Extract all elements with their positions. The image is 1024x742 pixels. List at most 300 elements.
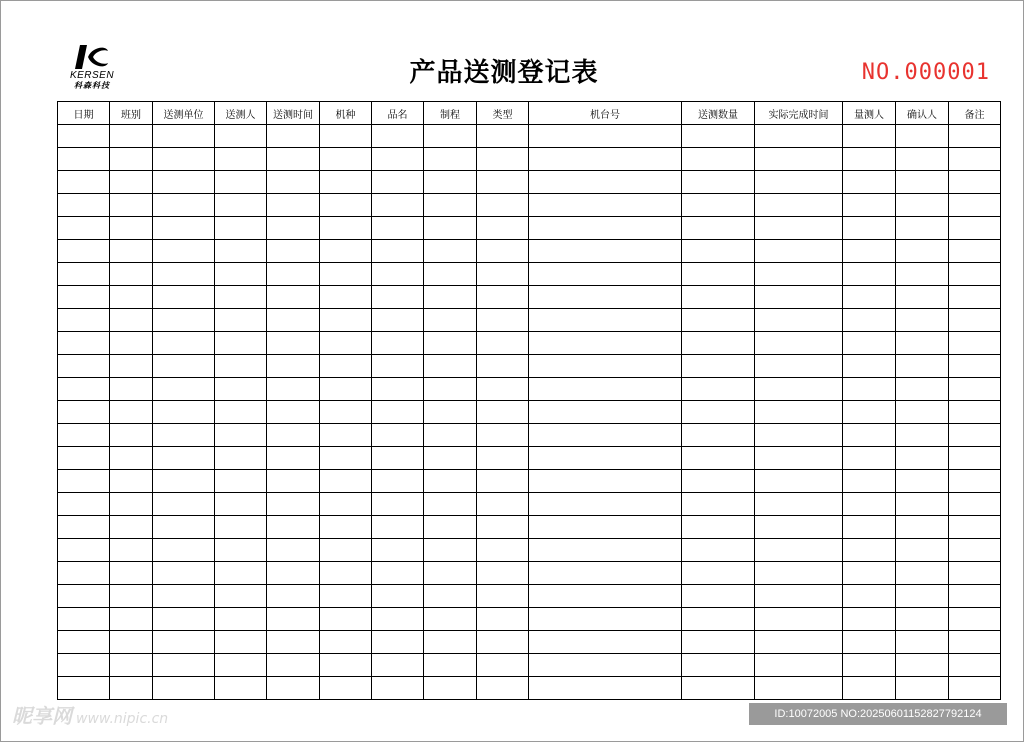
table-cell xyxy=(424,125,477,148)
table-cell xyxy=(320,516,372,539)
column-header: 送测时间 xyxy=(267,102,320,125)
table-cell xyxy=(529,286,682,309)
table-cell xyxy=(372,424,424,447)
column-header: 日期 xyxy=(58,102,110,125)
table-cell xyxy=(529,516,682,539)
table-cell xyxy=(58,631,110,654)
table-cell xyxy=(424,240,477,263)
table-cell xyxy=(424,654,477,677)
table-cell xyxy=(949,401,1001,424)
table-cell xyxy=(682,470,755,493)
table-row xyxy=(58,217,1001,240)
table-cell xyxy=(896,332,949,355)
table-cell xyxy=(896,654,949,677)
table-cell xyxy=(153,401,215,424)
table-cell xyxy=(58,677,110,700)
table-row xyxy=(58,424,1001,447)
table-cell xyxy=(58,125,110,148)
table-cell xyxy=(424,286,477,309)
table-cell xyxy=(949,378,1001,401)
table-cell xyxy=(58,194,110,217)
table-cell xyxy=(843,470,896,493)
table-cell xyxy=(682,332,755,355)
table-cell xyxy=(755,217,843,240)
table-cell xyxy=(372,125,424,148)
table-cell xyxy=(153,332,215,355)
table-cell xyxy=(477,654,529,677)
table-cell xyxy=(372,286,424,309)
table-cell xyxy=(896,631,949,654)
table-cell xyxy=(755,654,843,677)
table-cell xyxy=(682,401,755,424)
table-row xyxy=(58,631,1001,654)
table-cell xyxy=(949,217,1001,240)
table-cell xyxy=(949,447,1001,470)
table-cell xyxy=(949,309,1001,332)
table-cell xyxy=(424,516,477,539)
table-cell xyxy=(682,355,755,378)
table-cell xyxy=(896,608,949,631)
table-cell xyxy=(755,332,843,355)
table-cell xyxy=(424,378,477,401)
table-cell xyxy=(267,217,320,240)
table-cell xyxy=(215,125,267,148)
table-cell xyxy=(58,447,110,470)
table-cell xyxy=(843,654,896,677)
table-cell xyxy=(843,332,896,355)
table-cell xyxy=(58,286,110,309)
table-cell xyxy=(372,631,424,654)
table-cell xyxy=(372,654,424,677)
table-cell xyxy=(424,585,477,608)
table-cell xyxy=(110,355,153,378)
table-cell xyxy=(424,470,477,493)
table-cell xyxy=(843,631,896,654)
table-cell xyxy=(110,470,153,493)
table-cell xyxy=(949,585,1001,608)
watermark-site xyxy=(12,700,168,729)
table-cell xyxy=(58,401,110,424)
table-cell xyxy=(153,470,215,493)
table-cell xyxy=(755,194,843,217)
table-cell xyxy=(896,309,949,332)
table-cell xyxy=(949,332,1001,355)
register-table xyxy=(57,101,1001,700)
table-cell xyxy=(477,171,529,194)
table-cell xyxy=(424,217,477,240)
table-cell xyxy=(215,562,267,585)
watermark-id: ID:10072005 NO:20250601152827792124 xyxy=(749,703,1007,725)
table-cell xyxy=(110,539,153,562)
table-cell xyxy=(153,148,215,171)
table-cell xyxy=(320,217,372,240)
table-cell xyxy=(215,401,267,424)
table-cell xyxy=(682,217,755,240)
table-cell xyxy=(110,332,153,355)
table-cell xyxy=(110,493,153,516)
table-cell xyxy=(58,585,110,608)
table-cell xyxy=(477,194,529,217)
table-cell xyxy=(755,263,843,286)
table-cell xyxy=(267,286,320,309)
table-cell xyxy=(843,263,896,286)
table-cell xyxy=(755,470,843,493)
table-row xyxy=(58,470,1001,493)
table-cell xyxy=(843,378,896,401)
table-cell xyxy=(529,447,682,470)
table-row xyxy=(58,447,1001,470)
table-cell xyxy=(320,355,372,378)
table-cell xyxy=(682,286,755,309)
table-cell xyxy=(267,654,320,677)
table-cell xyxy=(477,378,529,401)
table-cell xyxy=(477,263,529,286)
table-cell xyxy=(682,447,755,470)
table-cell xyxy=(58,171,110,194)
table-cell xyxy=(424,608,477,631)
table-cell xyxy=(110,286,153,309)
table-cell xyxy=(477,447,529,470)
watermark-site-name: 昵享网 xyxy=(12,704,72,728)
table-cell xyxy=(267,470,320,493)
table-cell xyxy=(949,263,1001,286)
column-header: 制程 xyxy=(424,102,477,125)
table-cell xyxy=(372,493,424,516)
table-cell xyxy=(320,378,372,401)
table-cell xyxy=(424,263,477,286)
table-cell xyxy=(372,585,424,608)
table-cell xyxy=(949,608,1001,631)
table-cell xyxy=(755,401,843,424)
table-cell xyxy=(755,516,843,539)
table-cell xyxy=(755,631,843,654)
table-cell xyxy=(424,677,477,700)
table-cell xyxy=(529,608,682,631)
table-cell xyxy=(682,424,755,447)
table-cell xyxy=(58,516,110,539)
table-cell xyxy=(424,631,477,654)
table-cell xyxy=(372,470,424,493)
table-cell xyxy=(215,263,267,286)
table-cell xyxy=(110,654,153,677)
table-cell xyxy=(843,401,896,424)
table-cell xyxy=(424,148,477,171)
table-cell xyxy=(949,631,1001,654)
table-cell xyxy=(58,493,110,516)
table-cell xyxy=(110,585,153,608)
table-cell xyxy=(529,631,682,654)
table-cell xyxy=(320,401,372,424)
column-header: 班别 xyxy=(110,102,153,125)
table-cell xyxy=(320,263,372,286)
table-cell xyxy=(58,424,110,447)
table-cell xyxy=(372,447,424,470)
table-cell xyxy=(477,493,529,516)
table-cell xyxy=(215,493,267,516)
table-cell xyxy=(153,631,215,654)
table-cell xyxy=(320,171,372,194)
table-cell xyxy=(58,654,110,677)
table-cell xyxy=(529,125,682,148)
serial-number: NO.000001 xyxy=(861,60,990,85)
table-cell xyxy=(682,240,755,263)
table-cell xyxy=(215,677,267,700)
table-cell xyxy=(267,516,320,539)
table-cell xyxy=(843,217,896,240)
table-cell xyxy=(424,447,477,470)
table-cell xyxy=(529,378,682,401)
table-cell xyxy=(529,401,682,424)
table-cell xyxy=(215,631,267,654)
table-cell xyxy=(843,447,896,470)
table-cell xyxy=(949,516,1001,539)
table-cell xyxy=(110,562,153,585)
table-cell xyxy=(477,240,529,263)
table-cell xyxy=(153,355,215,378)
table-cell xyxy=(267,355,320,378)
table-cell xyxy=(110,148,153,171)
table-cell xyxy=(372,309,424,332)
table-cell xyxy=(755,447,843,470)
table-cell xyxy=(372,148,424,171)
table-cell xyxy=(896,194,949,217)
table-cell xyxy=(682,263,755,286)
watermark-url: www.nipic.cn xyxy=(76,711,169,727)
table-cell xyxy=(267,447,320,470)
table-cell xyxy=(949,171,1001,194)
table-cell xyxy=(320,470,372,493)
table-cell xyxy=(424,332,477,355)
table-cell xyxy=(372,401,424,424)
table-cell xyxy=(320,309,372,332)
table-cell xyxy=(477,332,529,355)
table-cell xyxy=(896,401,949,424)
table-cell xyxy=(372,378,424,401)
table-cell xyxy=(267,332,320,355)
table-cell xyxy=(320,539,372,562)
table-cell xyxy=(896,447,949,470)
table-cell xyxy=(424,401,477,424)
table-cell xyxy=(153,539,215,562)
table-cell xyxy=(215,171,267,194)
table-cell xyxy=(215,217,267,240)
table-cell xyxy=(529,493,682,516)
table-row xyxy=(58,539,1001,562)
table-cell xyxy=(896,171,949,194)
table-cell xyxy=(320,631,372,654)
table-body xyxy=(58,125,1001,700)
table-row xyxy=(58,654,1001,677)
table-cell xyxy=(529,217,682,240)
column-header: 确认人 xyxy=(896,102,949,125)
page-title: 产品送测登记表 xyxy=(409,58,599,88)
table-row xyxy=(58,263,1001,286)
table-cell xyxy=(320,332,372,355)
table-cell xyxy=(424,562,477,585)
table-cell xyxy=(153,125,215,148)
table-cell xyxy=(153,309,215,332)
table-cell xyxy=(529,677,682,700)
table-cell xyxy=(153,424,215,447)
table-cell xyxy=(949,240,1001,263)
table-cell xyxy=(896,424,949,447)
table-cell xyxy=(477,562,529,585)
table-cell xyxy=(58,378,110,401)
table-cell xyxy=(896,355,949,378)
table-cell xyxy=(215,608,267,631)
table-cell xyxy=(372,355,424,378)
column-header: 类型 xyxy=(477,102,529,125)
table-cell xyxy=(215,424,267,447)
table-cell xyxy=(949,562,1001,585)
table-cell xyxy=(896,585,949,608)
table-cell xyxy=(320,654,372,677)
table-cell xyxy=(843,148,896,171)
table-cell xyxy=(215,539,267,562)
table-cell xyxy=(215,194,267,217)
table-cell xyxy=(755,562,843,585)
table-cell xyxy=(682,654,755,677)
table-cell xyxy=(896,378,949,401)
table-cell xyxy=(267,631,320,654)
table-row xyxy=(58,585,1001,608)
table-cell xyxy=(755,539,843,562)
table-cell xyxy=(843,424,896,447)
table-cell xyxy=(110,631,153,654)
table-cell xyxy=(372,677,424,700)
table-row xyxy=(58,240,1001,263)
table-cell xyxy=(372,332,424,355)
table-cell xyxy=(215,654,267,677)
table-cell xyxy=(153,654,215,677)
table-cell xyxy=(477,677,529,700)
table-cell xyxy=(110,608,153,631)
table-cell xyxy=(58,562,110,585)
table-cell xyxy=(58,539,110,562)
table-cell xyxy=(215,355,267,378)
table-cell xyxy=(320,493,372,516)
table-cell xyxy=(896,286,949,309)
table-cell xyxy=(755,125,843,148)
table-cell xyxy=(755,424,843,447)
table-cell xyxy=(372,217,424,240)
table-cell xyxy=(755,309,843,332)
table-cell xyxy=(682,608,755,631)
table-cell xyxy=(529,309,682,332)
table-cell xyxy=(110,125,153,148)
table-cell xyxy=(529,654,682,677)
table-cell xyxy=(215,470,267,493)
table-cell xyxy=(267,240,320,263)
table-cell xyxy=(110,677,153,700)
table-row xyxy=(58,677,1001,700)
table-cell xyxy=(949,286,1001,309)
table-cell xyxy=(424,171,477,194)
table-cell xyxy=(215,240,267,263)
table-cell xyxy=(529,148,682,171)
table-cell xyxy=(267,401,320,424)
table-cell xyxy=(477,217,529,240)
table-cell xyxy=(320,447,372,470)
table-cell xyxy=(896,562,949,585)
table-cell xyxy=(58,470,110,493)
table-cell xyxy=(896,493,949,516)
table-cell xyxy=(153,677,215,700)
table-cell xyxy=(477,355,529,378)
table-cell xyxy=(215,332,267,355)
table-row xyxy=(58,309,1001,332)
table-cell xyxy=(529,424,682,447)
table-cell xyxy=(529,263,682,286)
table-cell xyxy=(267,608,320,631)
table-cell xyxy=(529,470,682,493)
table-cell xyxy=(477,401,529,424)
column-header: 送测数量 xyxy=(682,102,755,125)
table-cell xyxy=(843,309,896,332)
table-cell xyxy=(267,562,320,585)
table-cell xyxy=(755,240,843,263)
table-cell xyxy=(529,585,682,608)
table-cell xyxy=(153,562,215,585)
table-cell xyxy=(949,194,1001,217)
table-cell xyxy=(843,677,896,700)
table-cell xyxy=(843,562,896,585)
table-cell xyxy=(682,585,755,608)
table-cell xyxy=(153,286,215,309)
table-cell xyxy=(58,332,110,355)
table-cell xyxy=(843,608,896,631)
table-cell xyxy=(949,125,1001,148)
table-cell xyxy=(682,562,755,585)
table-row xyxy=(58,194,1001,217)
table-cell xyxy=(215,447,267,470)
table-cell xyxy=(372,608,424,631)
table-cell xyxy=(843,516,896,539)
table-cell xyxy=(320,585,372,608)
table-cell xyxy=(320,125,372,148)
table-cell xyxy=(949,148,1001,171)
table-cell xyxy=(320,608,372,631)
table-cell xyxy=(372,240,424,263)
table-cell xyxy=(424,493,477,516)
table-cell xyxy=(372,171,424,194)
table-cell xyxy=(58,263,110,286)
table-cell xyxy=(215,286,267,309)
table-cell xyxy=(477,539,529,562)
table-cell xyxy=(424,355,477,378)
table-cell xyxy=(896,677,949,700)
table-cell xyxy=(110,516,153,539)
table-cell xyxy=(153,516,215,539)
table-cell xyxy=(755,677,843,700)
table-cell xyxy=(320,148,372,171)
table-cell xyxy=(153,608,215,631)
table-cell xyxy=(320,677,372,700)
table-cell xyxy=(896,470,949,493)
table-cell xyxy=(153,447,215,470)
table-cell xyxy=(896,125,949,148)
table-cell xyxy=(110,263,153,286)
table-cell xyxy=(529,355,682,378)
table-cell xyxy=(320,194,372,217)
table-cell xyxy=(949,493,1001,516)
table-row xyxy=(58,562,1001,585)
table-row xyxy=(58,171,1001,194)
table-cell xyxy=(755,585,843,608)
table-cell xyxy=(58,240,110,263)
table-cell xyxy=(110,309,153,332)
table-cell xyxy=(477,631,529,654)
